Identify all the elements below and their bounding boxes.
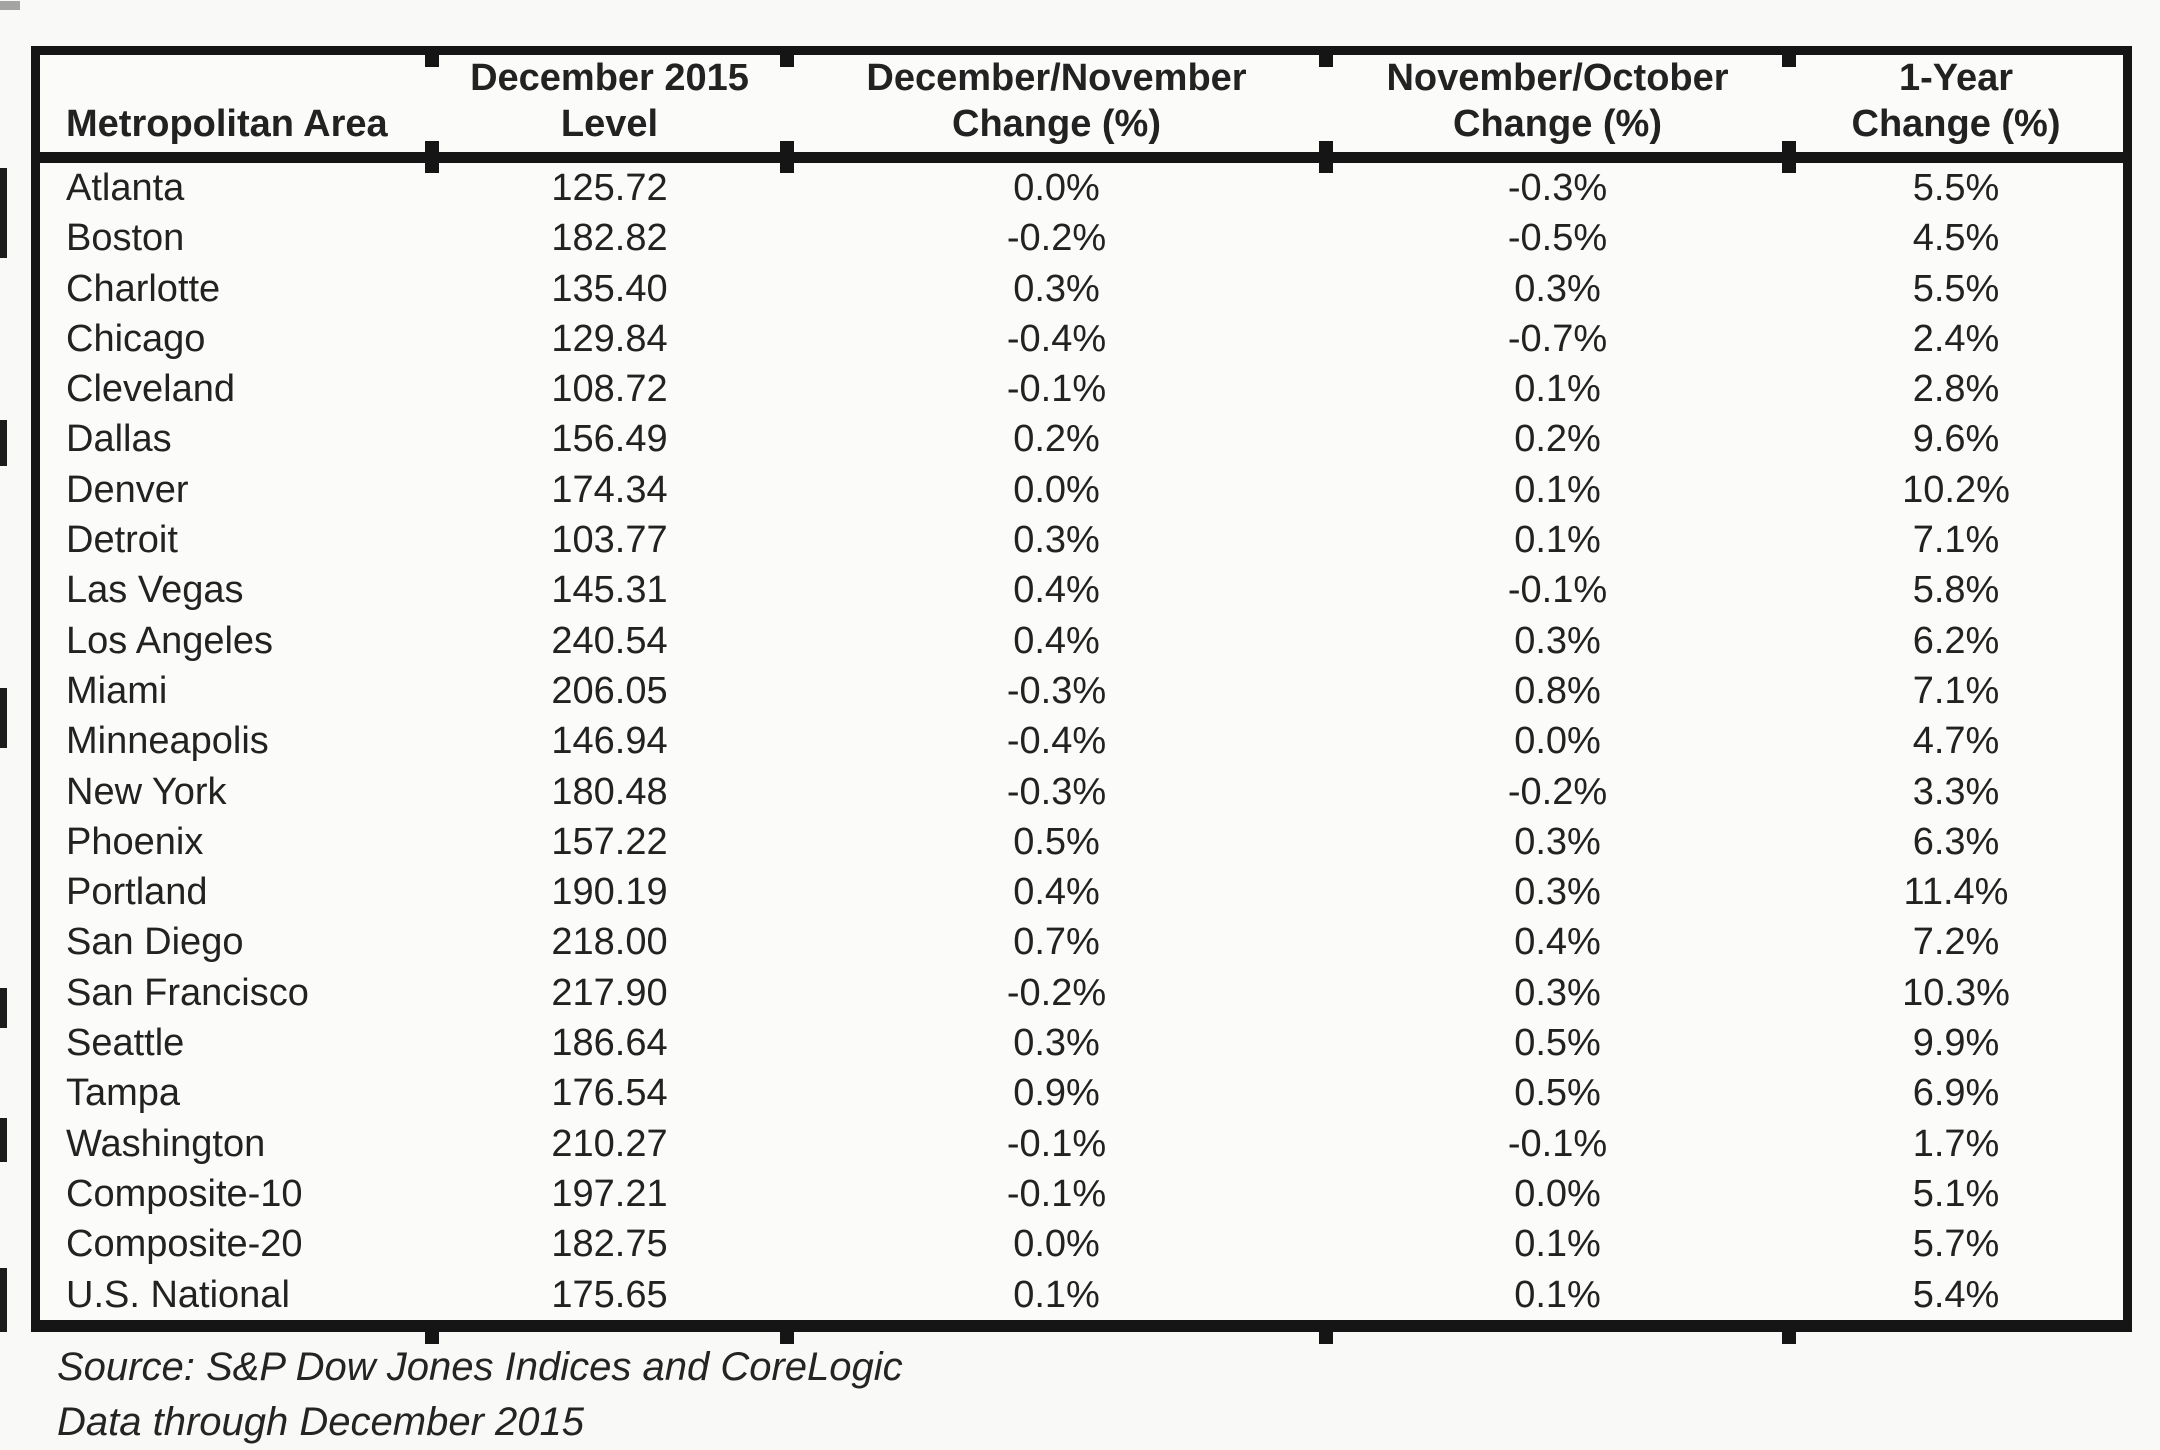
dec-nov-change-cell: 0.4% [1013,619,1100,662]
level-cell: 135.40 [551,267,668,310]
dec-nov-change-cell: 0.2% [1013,418,1100,461]
source-note: Source: S&P Dow Jones Indices and CoreLogic [57,1345,903,1389]
one-year-change-cell: 5.5% [1912,267,2000,310]
table-row [40,767,2123,817]
level-cell: 156.49 [551,418,668,461]
nov-oct-change-cell: 0.3% [1514,820,1601,863]
column-tick [1319,1327,1333,1344]
one-year-change-cell: 2.8% [1912,368,2000,411]
level-cell: 108.72 [551,368,668,411]
scan-corner-smudge [0,1,20,10]
level-cell: 217.90 [551,971,668,1014]
scan-edge-artifact [0,1268,7,1332]
one-year-change-cell: 5.7% [1912,1223,2000,1266]
column-tick [1319,141,1333,173]
nov-oct-change-cell: 0.3% [1514,267,1601,310]
dec-nov-change-cell: -0.3% [1006,669,1107,712]
table-row [40,616,2123,666]
column-tick [1782,1327,1796,1344]
level-cell: 157.22 [551,820,668,863]
nov-oct-change-cell: 0.1% [1514,1273,1601,1316]
column-tick [780,52,794,67]
level-cell: 145.31 [551,569,668,612]
header-line1: 1-Year [1898,57,2014,99]
metro-area-cell: Los Angeles [66,619,274,662]
metro-area-cell: San Francisco [66,971,309,1014]
nov-oct-change-cell: -0.1% [1507,1122,1608,1165]
nov-oct-change-cell: -0.1% [1507,569,1608,612]
column-tick [425,52,439,67]
column-tick [780,141,794,173]
metro-area-cell: Miami [66,669,168,712]
metro-area-cell: Cleveland [66,368,235,411]
level-cell: 218.00 [551,921,668,964]
one-year-change-cell: 1.7% [1912,1122,2000,1165]
table-row [40,1169,2123,1219]
table-row [40,1219,2123,1269]
nov-oct-change-cell: -0.7% [1507,317,1608,360]
nov-oct-change-cell: 0.3% [1514,871,1601,914]
one-year-change-cell: 4.7% [1912,720,2000,763]
dec-nov-change-cell: -0.4% [1006,317,1107,360]
header-metropolitan-area [40,55,432,153]
nov-oct-change-cell: 0.2% [1514,418,1601,461]
metro-area-cell: Dallas [66,418,172,461]
metro-area-cell: Composite-20 [66,1223,303,1266]
metro-area-cell: Denver [66,468,189,511]
header-1-year-change [1789,55,2123,153]
one-year-change-cell: 5.5% [1912,167,2000,209]
level-cell: 174.34 [551,468,668,511]
one-year-change-cell: 6.3% [1912,820,2000,863]
nov-oct-change-cell: 0.1% [1514,468,1601,511]
dec-nov-change-cell: 0.3% [1013,1022,1100,1065]
one-year-change-cell: 7.1% [1912,669,2000,712]
level-cell: 175.65 [551,1273,668,1316]
header-december-november-change [787,55,1326,153]
metro-area-cell: Las Vegas [66,569,244,612]
metro-area-cell: Portland [66,871,208,914]
metro-area-cell: Charlotte [66,267,221,310]
one-year-change-cell: 9.9% [1912,1022,2000,1065]
metro-area-cell: Atlanta [66,167,185,209]
header-line2: Level [560,103,659,145]
metro-area-cell: Minneapolis [66,720,269,763]
level-cell: 240.54 [551,619,668,662]
metro-area-cell: Phoenix [66,820,204,863]
level-cell: 206.05 [551,669,668,712]
dec-nov-change-cell: 0.9% [1013,1072,1100,1115]
dec-nov-change-cell: 0.1% [1013,1273,1100,1316]
table-row [40,1068,2123,1118]
column-tick [1782,141,1796,173]
one-year-change-cell: 4.5% [1912,217,2000,260]
one-year-change-cell: 7.2% [1912,921,2000,964]
metro-area-cell: Tampa [66,1072,181,1115]
one-year-change-cell: 5.1% [1912,1172,2000,1215]
nov-oct-change-cell: -0.3% [1507,167,1608,209]
table-row [40,565,2123,615]
table-row [40,414,2123,464]
table-header-row [40,55,2123,163]
table-row [40,465,2123,515]
header-line2: Metropolitan Area [66,103,388,145]
table-row [40,163,2123,213]
header-november-october-change [1326,55,1789,153]
dec-nov-change-cell: -0.1% [1006,1122,1107,1165]
nov-oct-change-cell: 0.0% [1514,720,1601,763]
level-cell: 197.21 [551,1172,668,1215]
one-year-change-cell: 11.4% [1903,871,2009,914]
metro-area-cell: Composite-10 [66,1172,303,1215]
level-cell: 103.77 [551,519,668,562]
header-december-2015-level [432,55,787,153]
header-line2: Change (%) [952,103,1161,145]
level-cell: 176.54 [551,1072,668,1115]
table-row [40,264,2123,314]
level-cell: 190.19 [551,871,668,914]
nov-oct-change-cell: 0.5% [1514,1072,1601,1115]
table-row [40,515,2123,565]
dec-nov-change-cell: 0.5% [1013,820,1100,863]
nov-oct-change-cell: -0.5% [1507,217,1608,260]
table-row [40,666,2123,716]
scan-edge-artifact [0,988,7,1028]
one-year-change-cell: 7.1% [1912,519,2000,562]
dec-nov-change-cell: -0.3% [1006,770,1107,813]
table-row [40,867,2123,917]
header-line1: December 2015 [470,57,749,99]
nov-oct-change-cell: 0.0% [1514,1172,1601,1215]
dec-nov-change-cell: 0.7% [1013,921,1100,964]
header-line2: Change (%) [1851,103,2061,145]
scan-edge-artifact [0,420,7,466]
scan-edge-artifact [0,1118,7,1162]
dec-nov-change-cell: 0.0% [1013,1223,1100,1266]
table-row [40,364,2123,414]
dec-nov-change-cell: -0.1% [1006,1172,1107,1215]
level-cell: 182.75 [551,1223,668,1266]
data-through-note: Data through December 2015 [57,1400,584,1444]
table-row [40,314,2123,364]
scan-edge-artifact [0,168,7,258]
dec-nov-change-cell: -0.2% [1006,217,1107,260]
nov-oct-change-cell: 0.5% [1514,1022,1601,1065]
one-year-change-cell: 5.4% [1912,1273,2000,1316]
table-row [40,716,2123,766]
column-tick [1782,52,1796,67]
level-cell: 146.94 [551,720,668,763]
metro-area-cell: Detroit [66,519,178,562]
table-row [40,1018,2123,1068]
header-line1: November/October [1386,57,1729,99]
one-year-change-cell: 10.3% [1902,971,2010,1014]
nov-oct-change-cell: 0.1% [1514,1223,1601,1266]
dec-nov-change-cell: 0.0% [1013,468,1100,511]
one-year-change-cell: 3.3% [1912,770,2000,813]
level-cell: 186.64 [551,1022,668,1065]
table-row [40,968,2123,1018]
table-body [40,163,2123,1320]
one-year-change-cell: 5.8% [1912,569,2000,612]
nov-oct-change-cell: 0.3% [1514,619,1601,662]
level-cell: 182.82 [551,217,668,260]
dec-nov-change-cell: -0.1% [1006,368,1107,411]
metro-area-cell: San Diego [66,921,244,964]
metro-area-cell: Seattle [66,1022,185,1065]
dec-nov-change-cell: 0.4% [1013,871,1100,914]
nov-oct-change-cell: -0.2% [1507,770,1608,813]
dec-nov-change-cell: 0.3% [1013,267,1100,310]
one-year-change-cell: 2.4% [1912,317,2000,360]
level-cell: 129.84 [551,317,668,360]
dec-nov-change-cell: 0.3% [1013,519,1100,562]
one-year-change-cell: 6.9% [1912,1072,2000,1115]
table-row [40,213,2123,263]
level-cell: 125.72 [551,167,668,209]
home-price-index-table [31,46,2132,1332]
dec-nov-change-cell: 0.0% [1013,167,1100,209]
table-row [40,1270,2123,1320]
nov-oct-change-cell: 0.4% [1514,921,1601,964]
nov-oct-change-cell: 0.1% [1514,519,1601,562]
nov-oct-change-cell: 0.1% [1514,368,1601,411]
column-tick [1319,52,1333,67]
dec-nov-change-cell: 0.4% [1013,569,1100,612]
header-line2: Change (%) [1453,103,1662,145]
dec-nov-change-cell: -0.2% [1006,971,1107,1014]
column-tick [425,141,439,173]
table-footer-notes [57,1340,903,1450]
level-cell: 210.27 [551,1122,668,1165]
nov-oct-change-cell: 0.3% [1514,971,1601,1014]
dec-nov-change-cell: -0.4% [1006,720,1107,763]
table-row [40,917,2123,967]
level-cell: 180.48 [551,770,668,813]
metro-area-cell: U.S. National [66,1273,290,1316]
nov-oct-change-cell: 0.8% [1514,669,1601,712]
scan-edge-artifact [0,688,7,748]
metro-area-cell: Boston [66,217,185,260]
one-year-change-cell: 10.2% [1902,468,2010,511]
header-line1: December/November [866,57,1247,99]
metro-area-cell: Washington [66,1122,266,1165]
metro-area-cell: Chicago [66,317,206,360]
one-year-change-cell: 9.6% [1912,418,2000,461]
one-year-change-cell: 6.2% [1912,619,2000,662]
table-row [40,1119,2123,1169]
metro-area-cell: New York [66,770,227,813]
table-row [40,817,2123,867]
